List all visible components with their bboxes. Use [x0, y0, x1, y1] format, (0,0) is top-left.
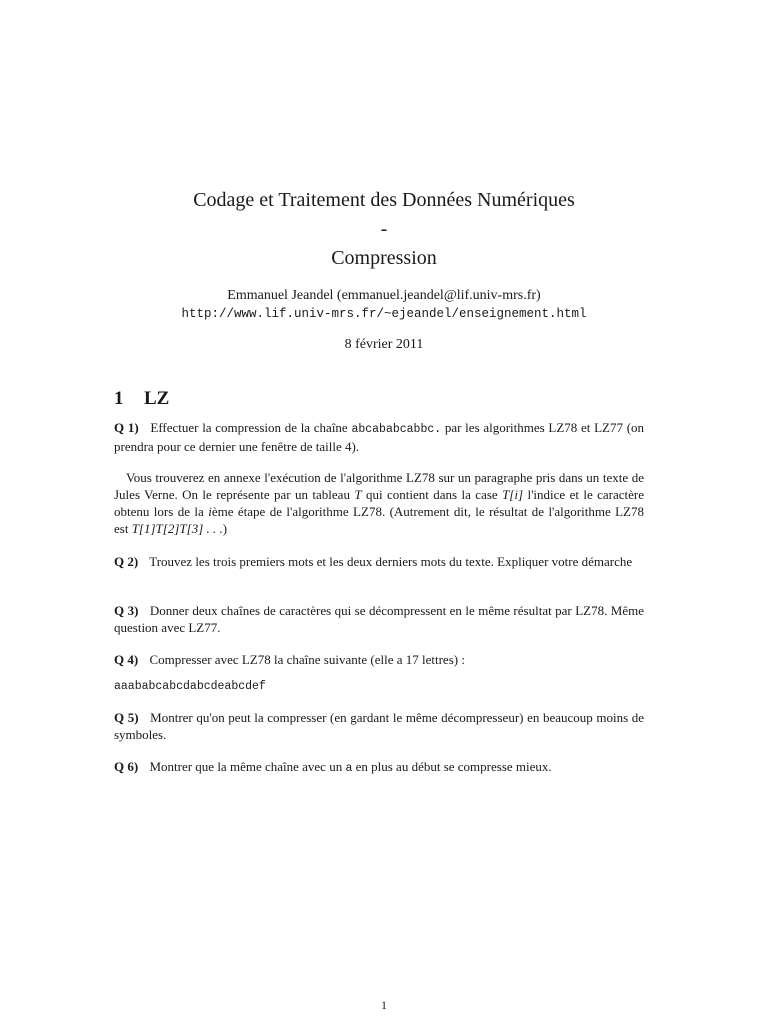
- question-text: en plus au début se compresse mieux.: [355, 759, 552, 774]
- question-text: par les algorithmes LZ78 et LZ77 (on prendra pour ce dernier une fenêtre de taille 4).: [114, 420, 645, 454]
- math-variable: i: [208, 504, 212, 519]
- code-string: aaababcabcdabcdeabcdef: [114, 680, 266, 693]
- title-line-1: Codage et Traitement des Données Numériques: [193, 189, 575, 211]
- question-text: Donner deux chaînes de caractères qui se décompressent en le même résultat par LZ78. Même question avec LZ77.: [114, 603, 645, 635]
- paragraph-text: qui contient dans la case: [366, 487, 498, 502]
- question-label: Q 5): [114, 710, 139, 725]
- paragraph-text: Vous trouverez en annexe l'exécution de l'algorithme LZ78 sur un paragraphe pris dans un texte de Jules Verne. On le représente par un tableau: [114, 470, 644, 502]
- question-1: [114, 419, 644, 455]
- paragraph-text: ): [222, 521, 228, 536]
- question-3: [114, 602, 644, 636]
- paragraph-text: ème étape de l'algorithme LZ78. (Autrement dit, le résultat de l'algorithme LZ78 est: [114, 504, 645, 536]
- paragraph-text: l'indice et le caractère obtenu lors de la: [114, 487, 645, 519]
- question-label: Q 6): [114, 759, 139, 774]
- question-text: Montrer que la même chaîne avec un: [149, 759, 343, 774]
- section-number: 1: [114, 388, 124, 409]
- question-text: Effectuer la compression de la chaîne: [150, 420, 348, 435]
- document-title: [0, 186, 768, 273]
- math-variable: T[1]T[2]T[3] . . .: [131, 521, 223, 536]
- title-line-2: Compression: [331, 247, 437, 269]
- question-2: [114, 553, 644, 570]
- code-string: a: [345, 762, 353, 775]
- code-string: abcababcabbc.: [351, 423, 442, 436]
- section-heading: [114, 388, 169, 410]
- question-label: Q 3): [114, 603, 139, 618]
- question-5: [114, 709, 644, 743]
- page-number: 1: [381, 998, 387, 1012]
- title-separator: -: [380, 218, 388, 240]
- question-label: Q 2): [114, 554, 139, 569]
- question-label: Q 4): [114, 652, 139, 667]
- annex-paragraph: [114, 469, 644, 537]
- question-4: [114, 651, 644, 668]
- author-name-email: Emmanuel Jeandel (emmanuel.jeandel@lif.univ-mrs.fr): [227, 288, 541, 303]
- question-text: Trouvez les trois premiers mots et les deux derniers mots du texte. Expliquer votre démarche: [149, 554, 633, 569]
- author-url: http://www.lif.univ-mrs.fr/~ejeandel/enseignement.html: [181, 307, 587, 321]
- question-text: Montrer qu'on peut la compresser (en gardant le même décompresseur) en beaucoup moins de symboles.: [114, 710, 645, 742]
- question-text: Compresser avec LZ78 la chaîne suivante (elle a 17 lettres) :: [149, 652, 465, 667]
- question-label: Q 1): [114, 420, 139, 435]
- math-variable: T[i]: [502, 487, 524, 502]
- document-date: 8 février 2011: [344, 337, 424, 352]
- math-variable: T: [354, 487, 362, 502]
- section-title: LZ: [144, 388, 170, 409]
- author-block: [0, 287, 768, 323]
- question-6: [114, 758, 644, 777]
